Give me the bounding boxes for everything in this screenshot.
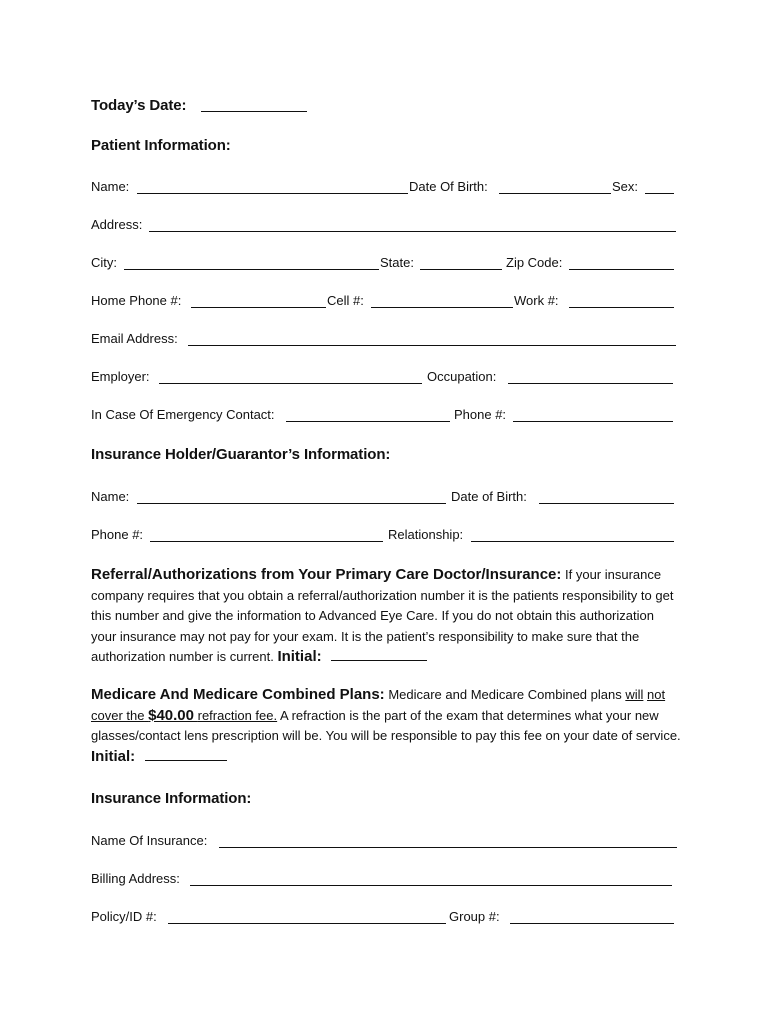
employer-field[interactable] bbox=[159, 383, 422, 384]
holder-name-label: Name: bbox=[91, 489, 130, 504]
group-number-field[interactable] bbox=[510, 923, 674, 924]
referral-paragraph bbox=[91, 565, 681, 668]
medicare-initial-field[interactable] bbox=[145, 748, 227, 761]
holder-dob-label: Date of Birth: bbox=[451, 489, 527, 504]
referral-heading: Referral/Authorizations from Your Primary Care Doctor/Insurance: bbox=[91, 566, 562, 583]
insurance-name-label: Name Of Insurance: bbox=[91, 833, 208, 848]
patient-info-heading: Patient Information: bbox=[91, 137, 231, 154]
todays-date-field[interactable] bbox=[201, 111, 307, 112]
patient-name-field[interactable] bbox=[137, 193, 408, 194]
patient-address-label: Address: bbox=[91, 217, 143, 232]
insurance-name-field[interactable] bbox=[219, 847, 677, 848]
referral-text: If your insurance company requires that you obtain a referral/authorization number it is the patients responsibility to get this number and give the information to Advanced Eye Care. If you do not obtain this authorization your insurance may not pay for your exam. It is the patient’s responsibility to make sure that the authorization number is current. bbox=[91, 567, 674, 664]
medicare-initial-label: Initial: bbox=[91, 747, 136, 765]
refraction-fee-amount: $40.00 bbox=[148, 706, 194, 724]
insurance-info-heading: Insurance Information: bbox=[91, 790, 252, 807]
medicare-will: will bbox=[625, 687, 644, 702]
occupation-field[interactable] bbox=[508, 383, 673, 384]
referral-initial-label: Initial: bbox=[277, 648, 322, 665]
patient-dob-field[interactable] bbox=[499, 193, 611, 194]
medicare-paragraph bbox=[91, 685, 681, 767]
emergency-contact-label: In Case Of Emergency Contact: bbox=[91, 407, 275, 422]
holder-dob-field[interactable] bbox=[539, 503, 674, 504]
cell-phone-field[interactable] bbox=[371, 307, 513, 308]
patient-name-label: Name: bbox=[91, 179, 130, 194]
home-phone-label: Home Phone #: bbox=[91, 293, 182, 308]
policy-id-field[interactable] bbox=[168, 923, 446, 924]
patient-state-label: State: bbox=[380, 255, 414, 270]
holder-relationship-label: Relationship: bbox=[388, 527, 464, 542]
holder-phone-label: Phone #: bbox=[91, 527, 144, 542]
patient-address-field[interactable] bbox=[149, 231, 676, 232]
todays-date-label: Today’s Date: bbox=[91, 97, 187, 114]
employer-label: Employer: bbox=[91, 369, 150, 384]
policy-id-label: Policy/ID #: bbox=[91, 909, 157, 924]
group-number-label: Group #: bbox=[449, 909, 500, 924]
holder-phone-field[interactable] bbox=[150, 541, 383, 542]
medicare-not-cover: not cover the bbox=[91, 687, 666, 723]
patient-sex-label: Sex: bbox=[612, 179, 639, 194]
medicare-heading: Medicare And Medicare Combined Plans: bbox=[91, 686, 385, 703]
emergency-contact-field[interactable] bbox=[286, 421, 450, 422]
patient-city-field[interactable] bbox=[124, 269, 379, 270]
holder-relationship-field[interactable] bbox=[471, 541, 674, 542]
work-phone-field[interactable] bbox=[569, 307, 674, 308]
referral-initial-field[interactable] bbox=[331, 648, 427, 661]
patient-state-field[interactable] bbox=[420, 269, 502, 270]
patient-city-label: City: bbox=[91, 255, 117, 270]
occupation-label: Occupation: bbox=[427, 369, 497, 384]
email-label: Email Address: bbox=[91, 331, 178, 346]
patient-dob-label: Date Of Birth: bbox=[409, 179, 488, 194]
medicare-refraction-fee: refraction fee. bbox=[197, 707, 278, 723]
patient-sex-field[interactable] bbox=[645, 193, 674, 194]
medicare-text-b: A refraction is the part of the exam that determines what your new glasses/contact lens prescription will be. You will be responsible to pay this fee on your date of service. bbox=[91, 707, 681, 743]
holder-info-heading: Insurance Holder/Guarantor’s Information: bbox=[91, 446, 391, 463]
patient-zip-field[interactable] bbox=[569, 269, 674, 270]
billing-address-label: Billing Address: bbox=[91, 871, 180, 886]
emergency-phone-field[interactable] bbox=[513, 421, 673, 422]
home-phone-field[interactable] bbox=[191, 307, 326, 308]
cell-phone-label: Cell #: bbox=[327, 293, 364, 308]
emergency-phone-label: Phone #: bbox=[454, 407, 507, 422]
patient-zip-label: Zip Code: bbox=[506, 255, 563, 270]
billing-address-field[interactable] bbox=[190, 885, 672, 886]
holder-name-field[interactable] bbox=[137, 503, 446, 504]
medicare-text-a: Medicare and Medicare Combined plans bbox=[388, 687, 622, 702]
work-phone-label: Work #: bbox=[514, 293, 559, 308]
email-field[interactable] bbox=[188, 345, 676, 346]
